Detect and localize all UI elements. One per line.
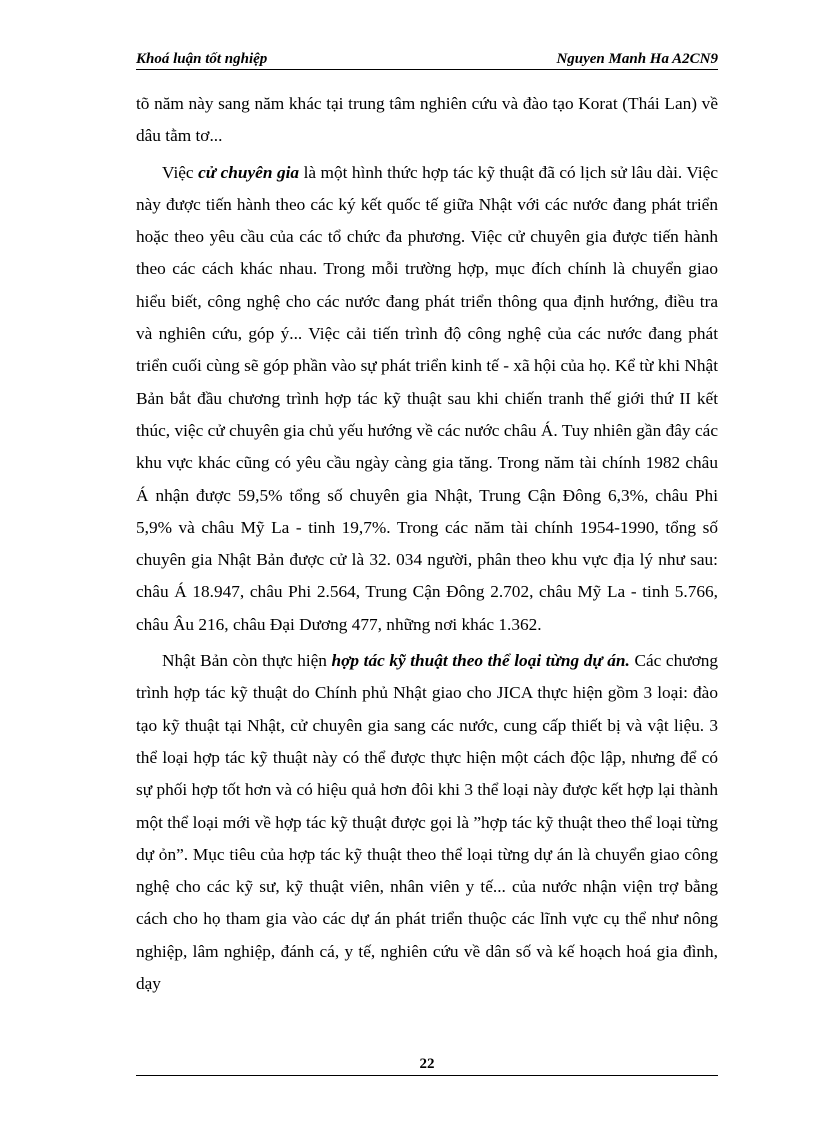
paragraph-2-text: là một hình thức hợp tác kỹ thuật đã có lịch sử lâu dài. Việc này được tiến hành theo các ký kết quốc tế giữa Nhật với các nước đang phát triển hoặc theo yêu cầu của các tổ chức đa phương. Việc cử chuyên gia được tiến hành theo các cách khác nhau. Trong mỗi trường hợp, mục đích chính là chuyển giao hiểu biết, công nghệ cho các nước đang phát triển thông qua định hướng, điều tra và nghiên cứu, góp ý... Việc cải tiến trình độ công nghệ của các nước đang phát triển cuối cùng sẽ góp phần vào sự phát triển kinh tế - xã hội của họ. Kể từ khi Nhật Bản bắt đầu chương trình hợp tác kỹ thuật sau khi chiến tranh thế giới thứ II kết thúc, việc cử chuyên gia chủ yếu hướng về các nước châu Á. Tuy nhiên gần đây các khu vực khác cũng có yêu cầu ngày càng gia tăng. Trong năm tài chính 1982 châu Á nhận được 59,5% tổng số chuyên gia Nhật, Trung Cận Đông 6,3%, châu Phi 5,9% và châu Mỹ La - tinh 19,7%. Trong các năm tài chính 1954-1990, tổng số chuyên gia Nhật Bản được cử là 32. 034 người, phân theo khu vực địa lý như sau: châu Á 18.947, châu Phi 2.564, Trung Cận Đông 2.702, châu Mỹ La - tinh 5.766, châu Âu 216, châu Đại Dương 477, những nơi khác 1.362. <box>136 162 719 634</box>
paragraph-3-text: Các chương trình hợp tác kỹ thuật do Chính phủ Nhật giao cho JICA thực hiện gồm 3 loại: đào tạo kỹ thuật tại Nhật, cử chuyên gia sang các nước, cung cấp thiết bị và vật liệu. 3 thể loại hợp tác kỹ thuật này có thể được thực hiện một cách độc lập, nhưng để có sự phối hợp tốt hơn và có hiệu quả hơn đôi khi 3 thể loại này được kết hợp lại thành một thể loại mới về hợp tác kỹ thuật được gọi là ”hợp tác kỹ thuật theo thể loại từng dự ỏn”. Mục tiêu của hợp tác kỹ thuật theo thể loại từng dự án là chuyển giao công nghệ cho các kỹ sư, kỹ thuật viên, nhân viên y tế... của nước nhận viện trợ bằng cách cho họ tham gia vào các dự án phát triển thuộc các lĩnh vực cụ thể như nông nghiệp, lâm nghiệp, đánh cá, y tế, nghiên cứu về dân số và kế hoạch hoá gia đình, dạy <box>136 651 718 994</box>
paragraph-2 <box>136 157 718 641</box>
page-number: 22 <box>419 1056 435 1072</box>
paragraph-3-lead: Nhật Bản còn thực hiện <box>162 651 332 671</box>
paragraph-3-emphasis: hợp tác kỹ thuật theo thể loại từng dự án. <box>331 651 630 671</box>
paragraph-1: tõ năm này sang năm khác tại trung tâm nghiên cứu và đào tạo Korat (Thái Lan) về dâu tằm tơ... <box>136 94 718 146</box>
header-author: Nguyen Manh Ha A2CN9 <box>556 51 718 67</box>
paragraph-2-emphasis: cử chuyên gia <box>198 162 300 182</box>
header-thesis-title: Khoá luận tốt nghiệp <box>136 51 268 67</box>
paragraph-2-lead: Việc <box>162 162 199 182</box>
page-header <box>136 49 718 70</box>
footer-divider <box>136 1075 718 1076</box>
page-body <box>136 88 718 1000</box>
paragraph-3 <box>136 645 718 1000</box>
